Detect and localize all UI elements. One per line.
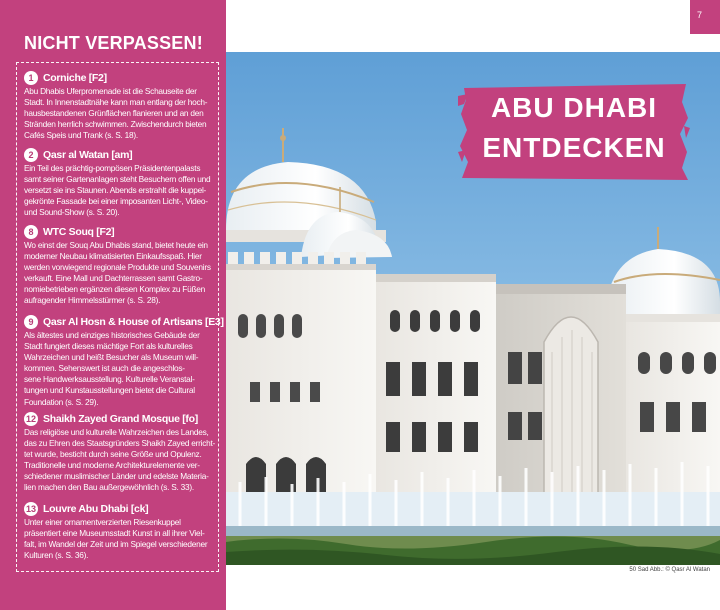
page-number: 7 [697, 10, 703, 20]
number-badge: 1 [24, 71, 38, 85]
entry-text: Abu Dhabis Uferpromenade ist die Schauseite der Stadt. In Innenstadtnähe kann man entlang der hoch- hausbestandenen Grünflächen flanieren und an den Stränden herrlich schwimmen. Zwischendurch bieten Cafés Speis und Trank (s. S. 18). [24, 86, 208, 141]
entry-title: WTC Souq [F2] [43, 225, 115, 238]
number-badge: 12 [25, 413, 36, 424]
list-item-wtc-souq [24, 224, 220, 307]
entry-title: Corniche [F2] [43, 71, 107, 84]
banner-title-line-2: ENTDECKEN [482, 132, 666, 163]
entry-text: Wo einst der Souq Abu Dhabis stand, bietet heute ein moderner Neubau klimatisierten Einkaufsspaß. Hier werden vorwiegend regionale Produkte und Souvenirs verkauft. Eine Mall und Dachterrassen samt Gastro- nomiebetrieben ergänzen diesen Komplex zu Füßen aufragender Himmelsstürmer (s. S. 28). [24, 240, 211, 306]
list-item-louvre [24, 501, 220, 561]
number-badge: 8 [24, 225, 38, 239]
sidebar-heading: NICHT VERPASSEN! [24, 33, 203, 53]
list-item-qasr-al-hosn [24, 314, 224, 408]
page-number-tab [690, 0, 720, 34]
entry-text: Als ältestes und einziges historisches Gebäude der Stadt fungiert dieses mächtige Fort als kulturelles Wahrzeichen und heißt Besucher als Museum will- kommen. Sehenswert ist auch die angeschlos- sene Handwerksausstellung. Kulturelle Veranstal- tungen und Kunstausstellungen bietet die Cultural Foundation (s. S. 29). [24, 330, 200, 407]
entry-title: Qasr al Watan [am] [43, 148, 133, 161]
entry-text: Das religiöse und kulturelle Wahrzeichen des Landes, das zu Ehren des Staatsgründers Shaikh Zayed erricht- tet wurde, besticht durch seine Größe und Opulenz. Traditionelle und moderne Architekturelemente ver- schiedener muslimischer Länder und edelste Materia- lien machen den Bau außergewöhnlich (s. S. 33). [24, 427, 216, 493]
entry-title: Qasr Al Hosn & House of Artisans [E3] [43, 315, 224, 328]
number-badge: 13 [25, 503, 36, 514]
entry-text: Unter einer ornamentverzierten Riesenkuppel präsentiert eine Museumsstadt Kunst in all ihrer Viel- falt, im Wandel der Zeit und im Spiegel verschiedener Kulturen (s. S. 36). [24, 517, 208, 561]
list-item-qasr-al-watan [24, 147, 220, 218]
list-item-grand-mosque [24, 411, 220, 494]
entry-title: Louvre Abu Dhabi [ck] [43, 502, 149, 515]
entry-text: Ein Teil des prächtig-pompösen Präsidentenpalasts samt seiner Gartenanlagen steht Besuchern offen und versetzt sie ins Staunen. Abends erstrahlt die kuppel- gekrönte Fassade bei einer imposanten Licht-, Video- und Sound-Show (s. S. 20). [24, 163, 211, 218]
number-badge: 2 [24, 148, 38, 162]
number-badge: 9 [24, 315, 38, 329]
list-item-corniche [24, 70, 220, 141]
entry-title: Shaikh Zayed Grand Mosque [fo] [43, 412, 198, 425]
photo-credit: 50 Sad Abb.: © Qasr Al Watan [629, 567, 710, 573]
banner-title-line-1: ABU DHABI [490, 92, 658, 123]
sidebar-panel [0, 0, 226, 610]
title-banner [458, 82, 690, 182]
